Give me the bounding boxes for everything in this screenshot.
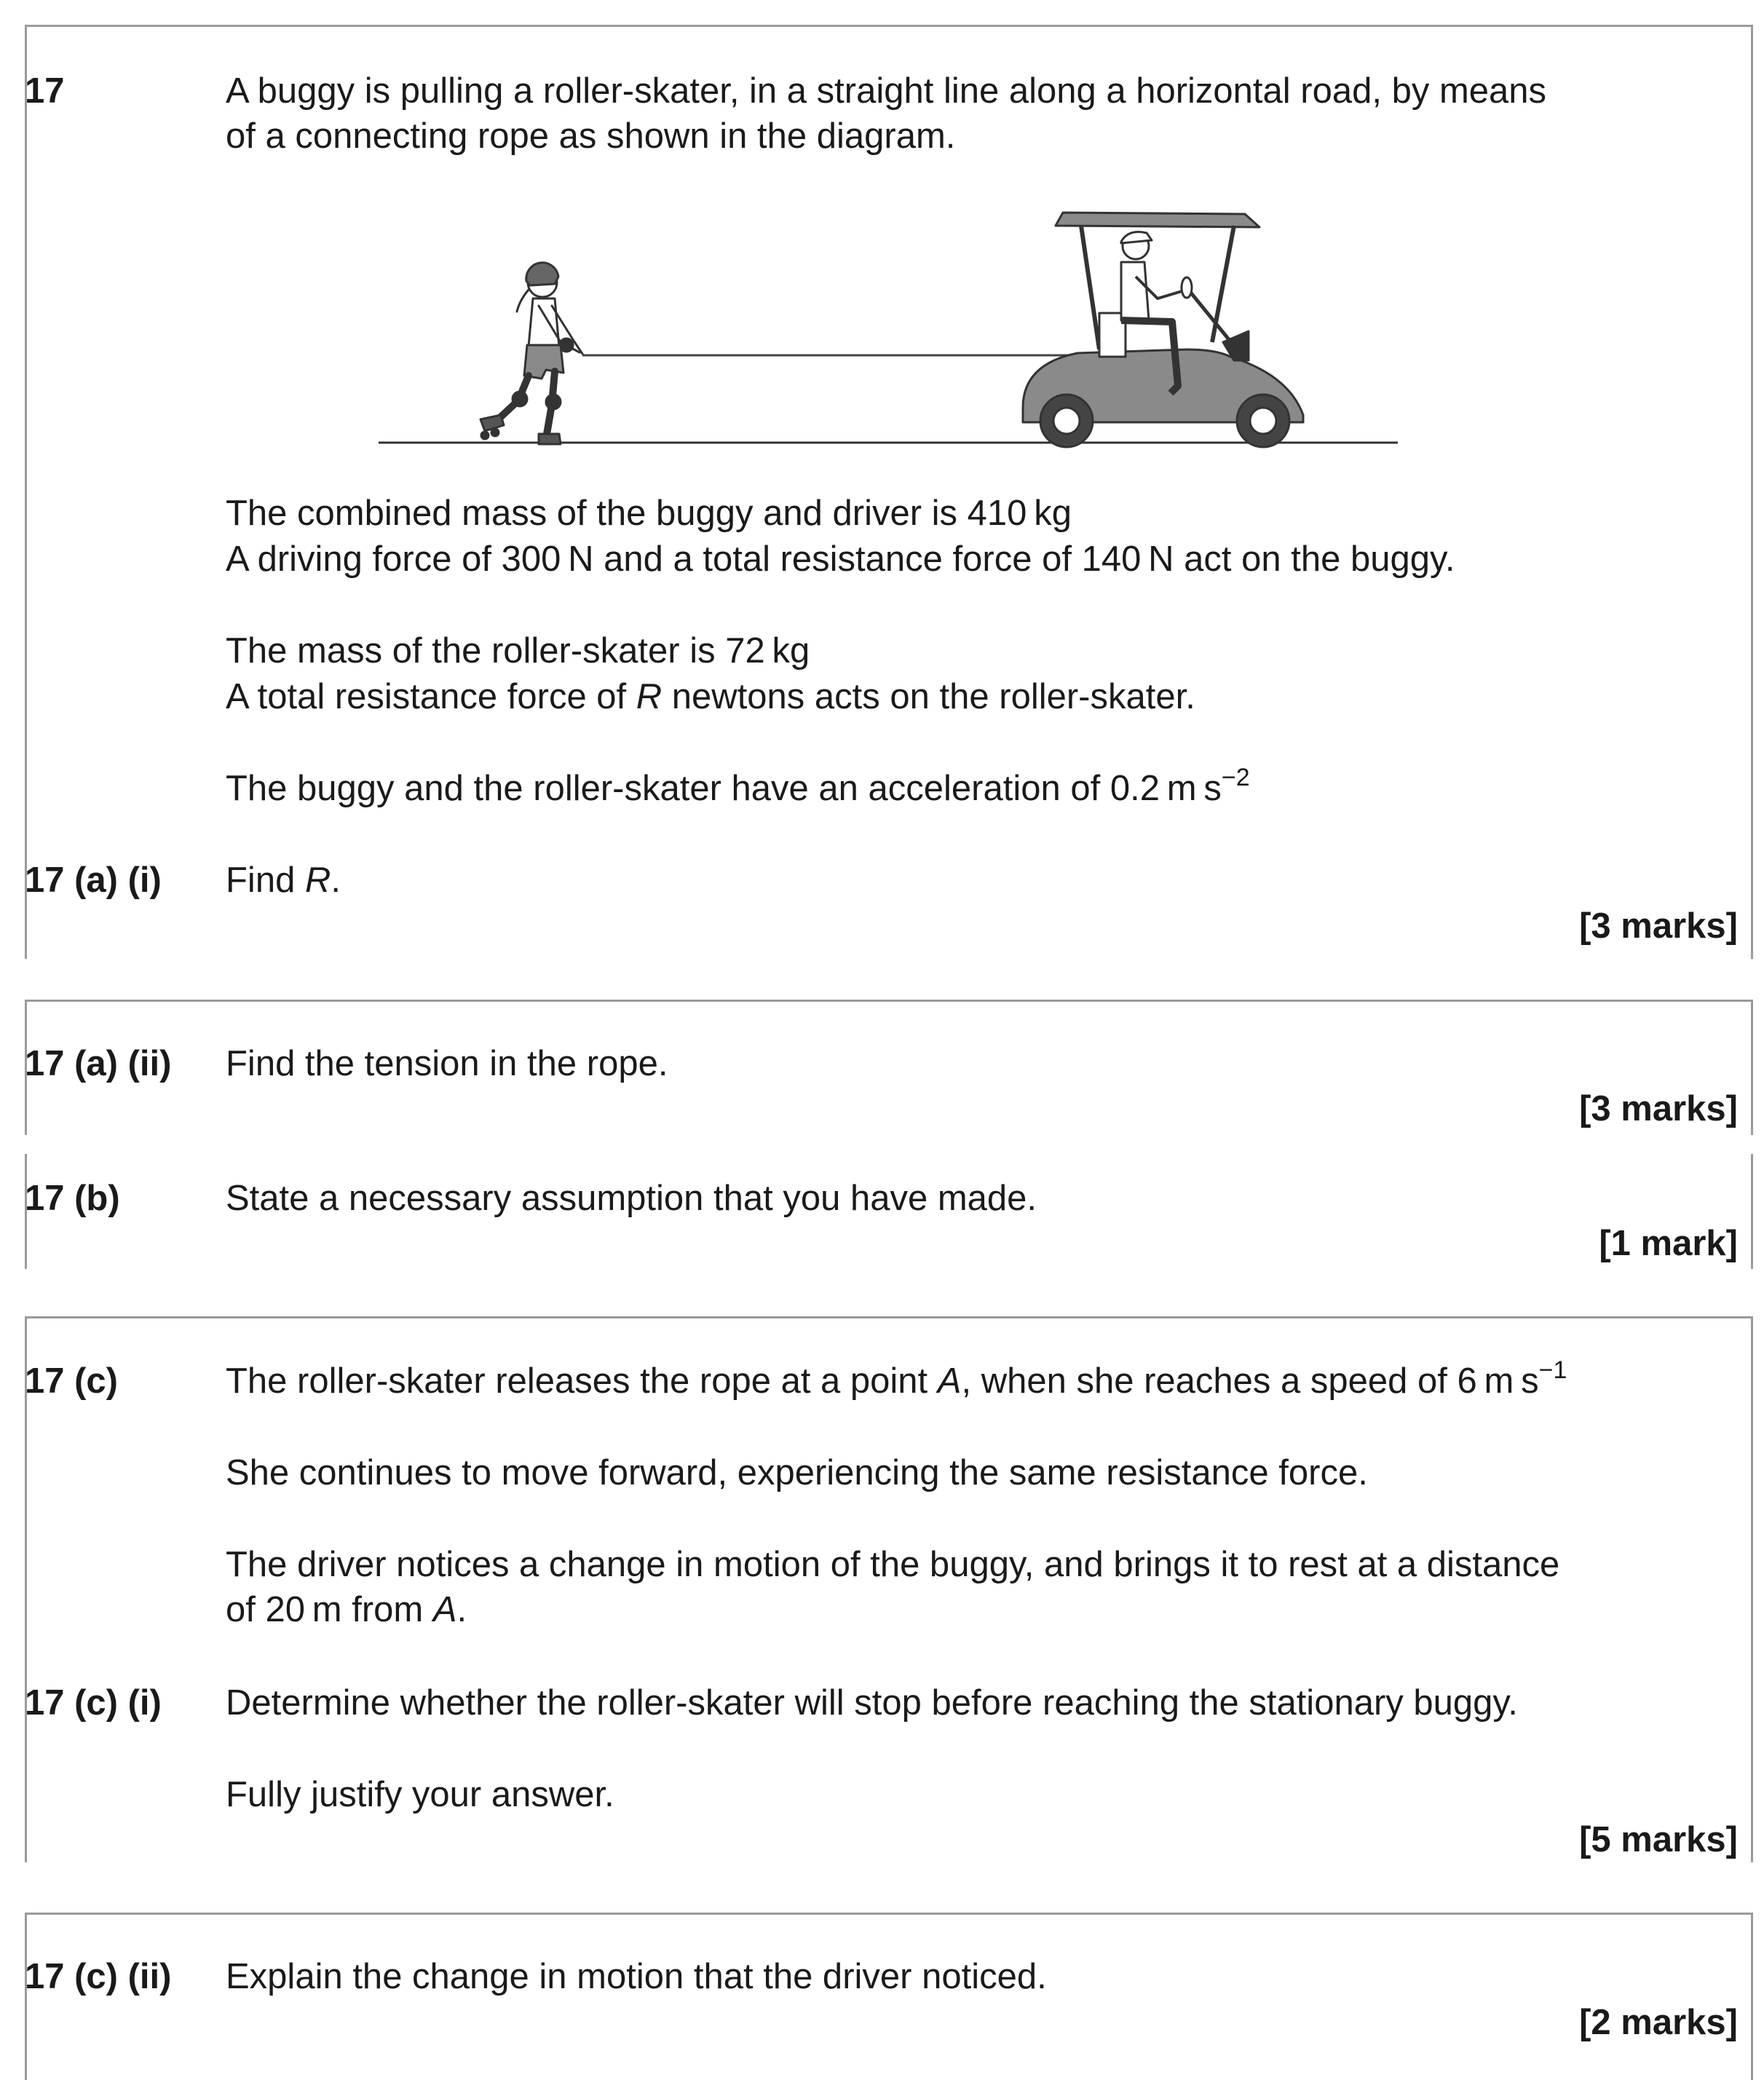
panel-2-top-border bbox=[25, 1000, 1753, 1002]
part-c-label: 17 (c) bbox=[25, 1361, 119, 1401]
panel-5-top-border bbox=[25, 1913, 1753, 1915]
part-a-i-marks: [3 marks] bbox=[1579, 906, 1738, 946]
panel-1-left-border bbox=[25, 25, 27, 959]
panel-3-right-border bbox=[1751, 1154, 1753, 1269]
part-c-i-text-2: Fully justify your answer. bbox=[226, 1775, 614, 1814]
part-b-text: State a necessary assumption that you have made. bbox=[226, 1179, 1037, 1218]
question-number: 17 bbox=[25, 71, 65, 111]
part-c-line-1: The roller-skater releases the rope at a point A, when she reaches a speed of 6 m $s^{-1}$ bbox=[226, 1356, 1567, 1401]
panel-4-top-border bbox=[25, 1316, 1753, 1318]
panel-5-right-border bbox=[1751, 1913, 1753, 2080]
part-c-i-marks: [5 marks] bbox=[1579, 1820, 1738, 1859]
roller-skater-figure bbox=[480, 263, 582, 444]
part-a-ii-text: Find the tension in the rope. bbox=[226, 1044, 668, 1083]
panel-2-right-border bbox=[1751, 1000, 1753, 1135]
part-a-i-text: Find R. bbox=[226, 861, 341, 900]
buggy-forces-statement: A driving force of 300 N and a total resistance force of 140 N act on the buggy. bbox=[226, 539, 1455, 579]
buggy-figure bbox=[1023, 213, 1303, 447]
part-c-line-4: of 20 m from A. bbox=[226, 1590, 467, 1629]
intro-line-1: A buggy is pulling a roller-skater, in a straight line along a horizontal road, by means bbox=[226, 71, 1547, 111]
part-c-ii-text: Explain the change in motion that the driver noticed. bbox=[226, 1957, 1047, 1996]
panel-4-right-border bbox=[1751, 1316, 1753, 1862]
intro-line-2: of a connecting rope as shown in the diagram. bbox=[226, 116, 956, 156]
buggy-skater-diagram bbox=[364, 204, 1405, 451]
skater-resistance-statement: A total resistance force of R newtons acts on the roller-skater. bbox=[226, 677, 1195, 716]
part-b-label: 17 (b) bbox=[25, 1179, 120, 1218]
speed-exponent: −1 bbox=[1538, 1356, 1567, 1384]
part-a-i-label: 17 (a) (i) bbox=[25, 861, 162, 900]
panel-1-right-border bbox=[1751, 25, 1753, 959]
part-c-ii-marks: [2 marks] bbox=[1579, 2003, 1738, 2042]
skater-mass-statement: The mass of the roller-skater is 72 kg bbox=[226, 631, 810, 671]
part-a-ii-marks: [3 marks] bbox=[1579, 1089, 1738, 1128]
part-c-i-label: 17 (c) (i) bbox=[25, 1683, 162, 1723]
acceleration-exponent: −2 bbox=[1221, 764, 1250, 791]
part-c-line-2: She continues to move forward, experiencing the same resistance force. bbox=[226, 1453, 1368, 1492]
panel-1-top-border bbox=[25, 25, 1753, 27]
variable-r: R bbox=[636, 677, 663, 716]
part-b-marks: [1 mark] bbox=[1599, 1224, 1738, 1263]
part-c-i-text: Determine whether the roller-skater will stop before reaching the stationary buggy. bbox=[226, 1683, 1518, 1723]
part-a-ii-label: 17 (a) (ii) bbox=[25, 1044, 172, 1083]
part-c-line-3: The driver notices a change in motion of the buggy, and brings it to rest at a distance bbox=[226, 1545, 1560, 1584]
part-c-ii-label: 17 (c) (ii) bbox=[25, 1957, 172, 1996]
acceleration-statement: The buggy and the roller-skater have an acceleration of 0.2 m $s^{-2}$ bbox=[226, 764, 1250, 808]
buggy-mass-statement: The combined mass of the buggy and driver is 410 kg bbox=[226, 494, 1072, 533]
